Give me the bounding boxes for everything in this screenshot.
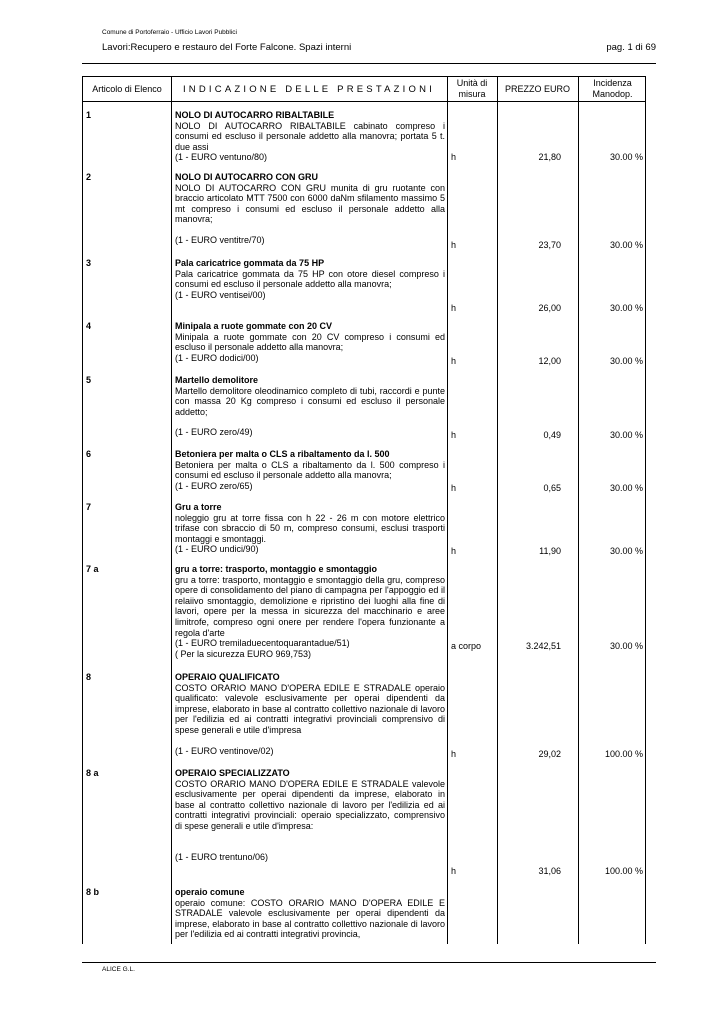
price-value: 29,02 [538, 749, 561, 759]
article-text: operaio comune: COSTO ORARIO MANO D'OPERA EDILE E STRADALE valevole esclusivamente per operai dipendenti da imprese, elaborato in base al contratto collettivo nazionale di lavoro per l'edilizia ed ai contratti integrativi provincia, [175, 897, 445, 940]
unit-of-measure: h [451, 152, 457, 162]
labor-incidence: 30.00 % [609, 483, 643, 493]
article-description [175, 887, 445, 940]
article-title: Martello demolitore [175, 375, 259, 385]
header-title: Lavori:Recupero e restauro del Forte Falcone. Spazi interni [102, 42, 352, 53]
unit-of-measure: h [451, 240, 457, 250]
col-divider [171, 77, 172, 944]
article-text: NOLO DI AUTOCARRO RIBALTABILE cabinato compreso i consumi ed escluso il personale addetto alla manovra; portata 5 t. due assi [175, 120, 445, 152]
article-title: Minipala a ruote gommate con 20 CV [175, 321, 333, 331]
article-price-words: (1 - EURO zero/65) [175, 480, 253, 491]
article-price-words: (1 - EURO dodici/00) [175, 352, 259, 363]
col-header-unita: Unità di misura [456, 78, 488, 99]
header-row-divider [83, 101, 645, 102]
price-value: 21,80 [538, 152, 561, 162]
labor-incidence: 30.00 % [609, 641, 643, 651]
article-description [175, 172, 445, 246]
unit-of-measure: h [451, 866, 457, 876]
article-title: gru a torre: trasporto, montaggio e smontaggio [175, 564, 378, 574]
article-number: 3 [86, 258, 92, 268]
col-header-prezzo: PREZZO EURO [504, 83, 570, 94]
price-value: 12,00 [538, 356, 561, 366]
article-number: 7 [86, 502, 92, 512]
article-number: 8 [86, 672, 92, 682]
col-divider [497, 77, 498, 944]
article-price-words: (1 - EURO ventuno/80) [175, 152, 268, 163]
unit-of-measure: h [451, 546, 457, 556]
article-price-words: (1 - EURO ventitre/70) [175, 234, 265, 245]
labor-incidence: 30.00 % [609, 430, 643, 440]
article-text: COSTO ORARIO MANO D'OPERA EDILE E STRADALE valevole esclusivamente per operai dipendenti da imprese, elaborato in base al contratto collettivo nazionale di lavoro per l'edilizia ed ai contratti integrativi provinciali: operaio specializzato, comprensivo di spese generali e utile d'impresa: [175, 778, 445, 831]
article-number: 8 b [86, 887, 100, 897]
article-number: 5 [86, 375, 92, 385]
article-price-words: (1 - EURO trentuno/06) [175, 851, 269, 862]
article-title: operaio comune [175, 887, 245, 897]
article-price-words: (1 - EURO undici/90) [175, 544, 259, 555]
labor-incidence: 30.00 % [609, 152, 643, 162]
article-price-words: (1 - EURO ventisei/00) [175, 289, 266, 300]
price-value: 3.242,51 [525, 641, 561, 651]
labor-incidence: 30.00 % [609, 356, 643, 366]
article-number: 7 a [86, 564, 99, 574]
article-description [175, 768, 445, 862]
article-description [175, 321, 445, 363]
article-price-words: (1 - EURO zero/49) [175, 427, 253, 438]
labor-incidence: 30.00 % [609, 240, 643, 250]
unit-of-measure: h [451, 430, 457, 440]
article-price-words: (1 - EURO ventinove/02) [175, 745, 274, 756]
article-description [175, 110, 445, 163]
unit-of-measure: h [451, 303, 457, 313]
safety-price-words: ( Per la sicurezza EURO 969,753) [175, 648, 312, 659]
article-text: Pala caricatrice gommata da 75 HP con otore diesel compreso i consumi ed escluso il personale addetto alla manovra; [175, 268, 445, 290]
article-description [175, 672, 445, 756]
article-number: 6 [86, 449, 92, 459]
col-header-indicazione: INDICAZIONE DELLE PRESTAZIONI [182, 83, 436, 95]
labor-incidence: 100.00 % [604, 866, 643, 876]
footer-divider [82, 962, 656, 963]
unit-of-measure: a corpo [451, 641, 482, 651]
labor-incidence: 30.00 % [609, 546, 643, 556]
article-price-words: (1 - EURO tremiladuecentoquarantadue/51) [175, 638, 350, 649]
article-number: 2 [86, 172, 92, 182]
price-value: 11,90 [539, 546, 561, 556]
col-header-articolo: Articolo di Elenco [92, 83, 162, 94]
price-value: 23,70 [538, 240, 561, 250]
article-title: OPERAIO QUALIFICATO [175, 672, 280, 682]
unit-of-measure: h [451, 483, 457, 493]
article-text: COSTO ORARIO MANO D'OPERA EDILE E STRADALE operaio qualificato: valevole esclusivamente per operai dipendenti da imprese, elaborato in base al contratto collettivo nazionale di lavoro per l'edilizia ed ai contratti integrativi provinciali comprensivo di spese generali e utile d'impresa [175, 682, 445, 735]
article-text: Minipala a ruote gommate con 20 CV compreso i consumi ed escluso il personale addetto alla manovra; [175, 331, 445, 353]
article-number: 8 a [86, 768, 99, 778]
article-number: 1 [86, 110, 92, 120]
unit-of-measure: h [451, 356, 457, 366]
labor-incidence: 30.00 % [609, 303, 643, 313]
price-value: 0,49 [543, 430, 561, 440]
header-divider [82, 63, 656, 64]
footer-author: ALICE G.L. [102, 966, 135, 973]
article-text: gru a torre: trasporto, montaggio e smontaggio della gru, compreso opere di consolidamento del piano di campagna per l'appoggio ed il relaiivo smontaggio, demolizione e ripristino dei luoghi alla fine di lavori, opere per la messa in sicurezza del macchinario e aree limitrofe, compreso ogni onere per rendere l'opera funzionante a regola d'arte [175, 574, 445, 638]
col-divider [447, 77, 448, 944]
article-text: Martello demolitore oleodinamico completo di tubi, raccordi e punte con massa 20 Kg compreso i consumi ed escluso il personale addetto; [175, 385, 445, 417]
unit-of-measure: h [451, 749, 457, 759]
article-text: NOLO DI AUTOCARRO CON GRU munita di gru ruotante con braccio articolato MTT 7500 con 6000 daNm sfilamento massimo 5 mt compreso i consumi ed escluso il personale addetto alla manovra; [175, 182, 445, 225]
header-office: Comune di Portoferraio - Ufficio Lavori Pubblici [102, 29, 237, 36]
article-title: Gru a torre [175, 502, 222, 512]
prices-table [82, 76, 646, 944]
article-description [175, 564, 445, 659]
article-text: noleggio gru at torre fissa con h 22 - 26 m con motore elettrico trifase con sbraccio di 50 m, compreso consumi, esclusi trasporti montaggi e smontaggi. [175, 512, 445, 544]
article-description [175, 449, 445, 491]
article-text: Betoniera per malta o CLS a ribaltamento da l. 500 compreso i consumi ed escluso il personale addetto alla manovra; [175, 459, 445, 481]
article-title: Pala caricatrice gommata da 75 HP [175, 258, 325, 268]
article-title: NOLO DI AUTOCARRO RIBALTABILE [175, 110, 335, 120]
article-description [175, 375, 445, 438]
page-number: pag. 1 di 69 [606, 42, 656, 53]
price-value: 0,65 [543, 483, 561, 493]
price-value: 26,00 [538, 303, 561, 313]
col-divider [578, 77, 579, 944]
article-description [175, 258, 445, 300]
price-value: 31,06 [538, 866, 561, 876]
article-title: OPERAIO SPECIALIZZATO [175, 768, 290, 778]
article-title: NOLO DI AUTOCARRO CON GRU [175, 172, 318, 182]
article-title: Betoniera per malta o CLS a ribaltamento da l. 500 [175, 449, 390, 459]
col-header-incidenza: Incidenza Manodop. [592, 78, 633, 99]
article-number: 4 [86, 321, 92, 331]
labor-incidence: 100.00 % [604, 749, 643, 759]
article-description [175, 502, 445, 555]
